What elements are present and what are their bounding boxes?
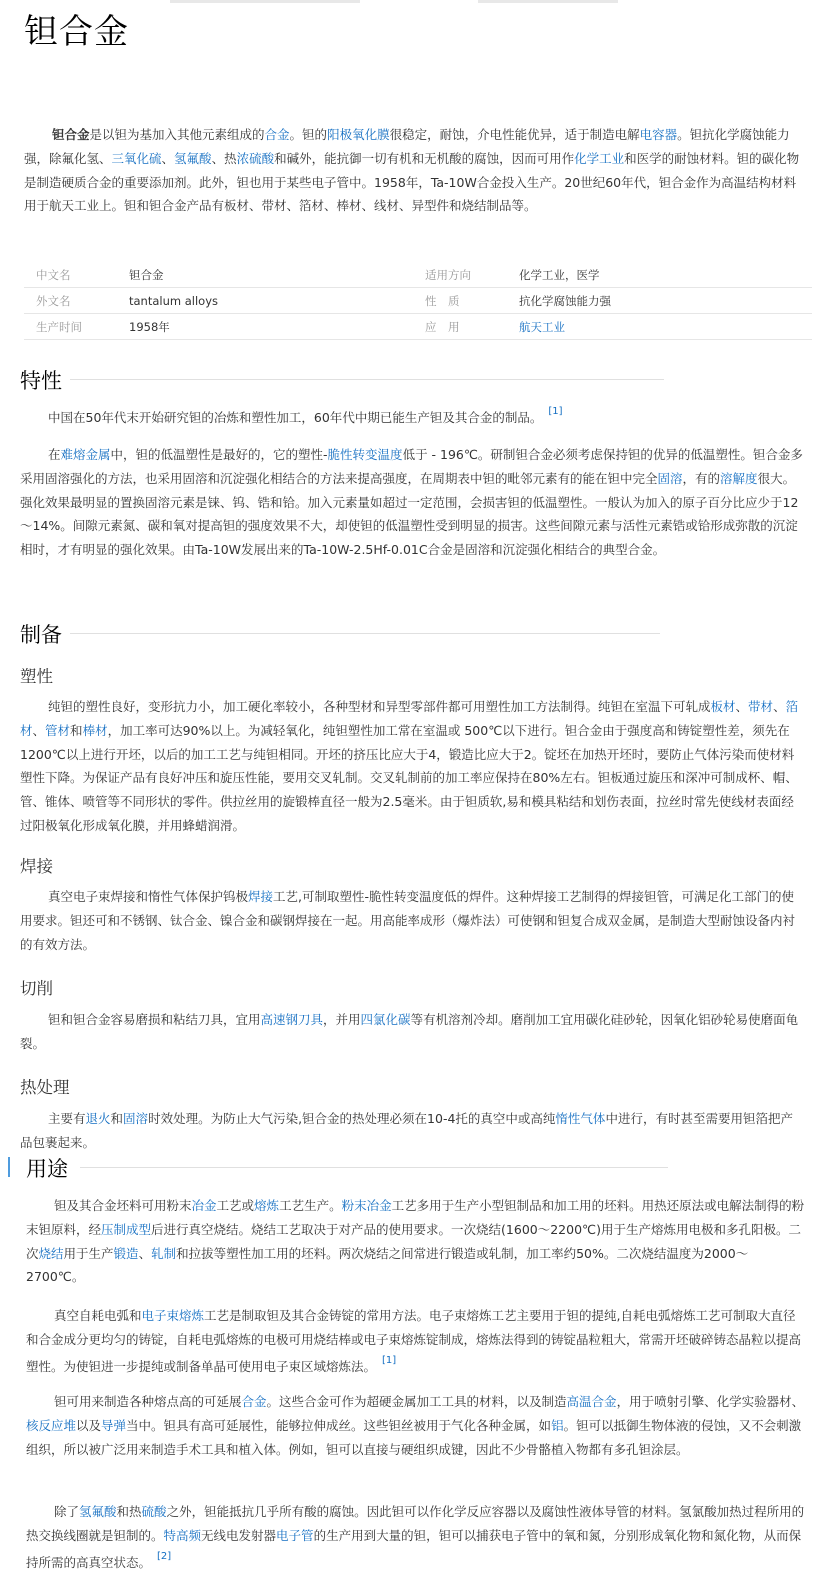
link-capacitor[interactable]: 电容器 bbox=[639, 127, 678, 142]
link-alloy-2[interactable]: 合金 bbox=[241, 1394, 267, 1409]
link-forging[interactable]: 锻造 bbox=[113, 1245, 139, 1261]
link-uhf[interactable]: 特高频 bbox=[163, 1527, 202, 1543]
uses-paragraph-4: 除了氢氟酸和热硫酸之外，钽能抵抗几乎所有酸的腐蚀。因此钽可以作化学反应容器以及腐蚀性液体导管的材料。氢氯酸加热过程所用的热交换线圈就是钽制的。特高频无线电发射器电子管的生产用到大量的钽，钽可以捕获电子管中的氧和氮，分别形成氧化物和氮化物，从而保持所需的高真空状态。 [2] bbox=[26, 1504, 805, 1570]
properties-paragraph-2: 在难熔金属中，钽的低温塑性是最好的，它的塑性-脆性转变温度低于 - 196℃。研制钽合金必须考虑保持钽的优异的低温塑性。钽合金多采用固溶强化的方法，也采用固溶和沉淀强化相结合的方法来提高强度，在周期表中钽的毗邻元素有的能在钽中完全固溶，有的溶解度很大。强化效果最明显的置换固溶元素是铼、钨、锆和铪。加入元素量如超过一定范围，会损害钽的低温塑性。一般认为加入的原子百分比应少于12～14%。间隙元素氮、碳和氧对提高钽的强度效果不大，却使钽的低温塑性受到明显的损害。这些间隙元素与活性元素锆或铪形成弥散的沉淀相时，才有明显的强化效果。由Ta-10W发展出来的Ta-10W-2.5Hf-0.01C合金是固溶和沉淀强化相结合的典型合金。 bbox=[20, 447, 803, 558]
link-so3[interactable]: 三氧化硫 bbox=[111, 150, 162, 166]
link-tube[interactable]: 管材 bbox=[45, 722, 71, 738]
infobox-key: 应 用 bbox=[425, 314, 519, 340]
link-chem-industry[interactable]: 化学工业 bbox=[574, 150, 625, 166]
infobox-value: tantalum alloys bbox=[129, 288, 425, 314]
infobox-row bbox=[24, 262, 812, 288]
link-sulfuric-acid[interactable]: 硫酸 bbox=[141, 1504, 167, 1519]
subheading-cutting: 切削 bbox=[20, 979, 53, 998]
link-strip[interactable]: 带材 bbox=[748, 699, 774, 714]
cutting-paragraph: 钽和钽合金容易磨损和粘结刀具，宜用高速钢刀具，并用四氯化碳等有机溶剂冷却。磨削加工宜用碳化硅砂轮，因氧化铝砂轮易使磨面龟裂。 bbox=[20, 1012, 799, 1051]
link-anodic-film[interactable]: 阳极氧化膜 bbox=[327, 127, 390, 142]
infobox-value: 抗化学腐蚀能力强 bbox=[519, 288, 812, 314]
intro-term: 钽合金 bbox=[52, 127, 90, 142]
link-missile[interactable]: 导弹 bbox=[101, 1417, 127, 1433]
infobox-row bbox=[24, 288, 812, 314]
link-h2so4[interactable]: 浓硫酸 bbox=[236, 150, 275, 166]
reference-1[interactable]: [1] bbox=[382, 1354, 397, 1366]
link-aluminum[interactable]: 铝 bbox=[551, 1417, 564, 1433]
link-solubility[interactable]: 溶解度 bbox=[720, 470, 758, 486]
infobox-table bbox=[24, 262, 812, 340]
link-powder-metallurgy[interactable]: 粉末冶金 bbox=[341, 1198, 392, 1213]
properties-paragraph-1: 中国在50年代末开始研究钽的冶炼和塑性加工，60年代中期已能生产钽及其合金的制品。 [1] bbox=[48, 406, 563, 426]
link-smelting[interactable]: 熔炼 bbox=[254, 1198, 280, 1213]
link-nuclear-reactor[interactable]: 核反应堆 bbox=[26, 1417, 77, 1433]
plasticity-paragraph: 纯钽的塑性良好，变形抗力小，加工硬化率较小，各种型材和异型零部件都可用塑性加工方法制得。纯钽在室温下可轧成板材、带材、箔材、管材和棒材，加工率可达90%以上。为减轻氧化，纯钽塑性加工常在室温或 500℃以下进行。钽合金由于强度高和铸锭塑性差，须先在1200℃以上进行开坯，以后的加工工艺与纯钽相同。开坯的挤压比应大于4，锻造比应大于2。锭坯在加热开坯时，要防止气体污染而使材料塑性下降。为保证产品有良好冲压和旋压性能，要用交叉轧制。交叉轧制前的加工率应保持在80%左右。钽板通过旋压和深冲可制成杯、帽、管、锥体、喷管等不同形状的零件。供拉丝用的旋锻棒直径一般为2.5毫米。由于钽质软,易和模具粘结和划伤表面，拉丝时常先使线材表面经过阳极氧化形成氧化膜，并用蜂蜡润滑。 bbox=[20, 699, 799, 833]
link-rod[interactable]: 棒材 bbox=[82, 722, 108, 738]
link-rolling[interactable]: 轧制 bbox=[151, 1245, 177, 1261]
section-divider bbox=[70, 633, 660, 634]
link-hss-tool[interactable]: 高速钢刀具 bbox=[260, 1012, 324, 1027]
top-strip-left bbox=[170, 0, 360, 3]
link-foil[interactable]: 箔材 bbox=[20, 699, 799, 738]
infobox-value: 钽合金 bbox=[129, 262, 425, 288]
link-inert-gas[interactable]: 惰性气体 bbox=[555, 1111, 606, 1126]
link-aerospace[interactable]: 航天工业 bbox=[519, 319, 565, 334]
intro-paragraph: 钽合金是以钽为基加入其他元素组成的合金。钽的阳极氧化膜很稳定，耐蚀，介电性能优异，适于制造电解电容器。钽抗化学腐蚀能力强，除氟化氢、三氧化硫、氢氟酸、热浓硫酸和碱外，能抗御一切有机和无机酸的腐蚀，因而可用作化学工业和医学的耐蚀材料。钽的碳化物是制造硬质合金的重要添加剂。此外，钽也用于某些电子管中。1958年，Ta-10W合金投入生产。20世纪60年代，钽合金作为高温结构材料用于航天工业上。钽和钽合金产品有板材、带材、箔材、棒材、线材、异型件和烧结制品等。 bbox=[24, 127, 800, 214]
welding-paragraph: 真空电子束焊接和惰性气体保护钨极焊接工艺,可制取塑性-脆性转变温度低的焊件。这种焊接工艺制得的焊接钽管，可满足化工部门的使用要求。钽还可和不锈钢、钛合金、镍合金和碳钢焊接在一起。用高能率成形（爆炸法）可使钢和钽复合成双金属，是制造大型耐蚀设备内衬的有效方法。 bbox=[20, 889, 796, 952]
infobox-row bbox=[24, 314, 812, 340]
link-press-forming[interactable]: 压制成型 bbox=[101, 1221, 152, 1237]
top-strip-right bbox=[478, 0, 618, 3]
infobox-key: 外文名 bbox=[24, 288, 129, 314]
link-solid-solution[interactable]: 固溶 bbox=[657, 470, 683, 486]
link-solid-solution-2[interactable]: 固溶 bbox=[123, 1111, 149, 1126]
link-hf[interactable]: 氢氟酸 bbox=[174, 150, 212, 166]
link-alloy[interactable]: 合金 bbox=[264, 127, 290, 142]
infobox-value: 1958年 bbox=[129, 314, 425, 340]
section-heading-properties: 特性 bbox=[20, 369, 62, 393]
infobox-key: 性 质 bbox=[425, 288, 519, 314]
section-marker bbox=[8, 1157, 10, 1177]
link-sintering[interactable]: 烧结 bbox=[38, 1245, 64, 1261]
link-electron-beam-melting[interactable]: 电子束熔炼 bbox=[141, 1308, 205, 1323]
section-divider bbox=[80, 1167, 668, 1168]
uses-paragraph-2: 真空自耗电弧和电子束熔炼工艺是制取钽及其合金铸锭的常用方法。电子束熔炼工艺主要用于钽的提纯,自耗电弧熔炼工艺可制取大直径和合金成分更均匀的铸锭，自耗电弧熔炼的电极可用烧结棒或电子束熔炼锭制成，熔炼法得到的铸锭晶粒粗大，常需开坯破碎铸态晶粒以提高塑性。为使钽进一步提纯或制备单晶可使用电子束区域熔炼法。 [1] bbox=[26, 1308, 802, 1374]
link-ccl4[interactable]: 四氯化碳 bbox=[360, 1012, 411, 1027]
link-superalloy[interactable]: 高温合金 bbox=[566, 1394, 617, 1409]
subheading-heat-treatment: 热处理 bbox=[20, 1078, 70, 1097]
uses-paragraph-1: 钽及其合金坯料可用粉末冶金工艺或熔炼工艺生产。粉末冶金工艺多用于生产小型钽制品和加工用的坯料。用热还原法或电解法制得的粉末钽原料，经压制成型后进行真空烧结。烧结工艺取决于对产品的使用要求。一次烧结(1600～2200℃)用于生产熔炼用电极和多孔阳极。二次烧结用于生产锻造、轧制和拉拔等塑性加工用的坯料。两次烧结之间常进行锻造或轧制，加工率约50%。二次烧结温度为2000～2700℃。 bbox=[26, 1198, 805, 1285]
page-title: 钽合金 bbox=[24, 12, 129, 52]
infobox-key: 生产时间 bbox=[24, 314, 129, 340]
section-divider bbox=[70, 379, 664, 380]
subheading-welding: 焊接 bbox=[20, 857, 53, 876]
link-dbtt[interactable]: 脆性转变温度 bbox=[327, 447, 403, 462]
infobox-key: 适用方向 bbox=[425, 262, 519, 288]
link-plate[interactable]: 板材 bbox=[710, 699, 736, 714]
infobox-key: 中文名 bbox=[24, 262, 129, 288]
link-metallurgy[interactable]: 冶金 bbox=[191, 1198, 217, 1213]
link-vacuum-tube[interactable]: 电子管 bbox=[276, 1527, 314, 1543]
link-welding[interactable]: 焊接 bbox=[248, 889, 274, 904]
link-hydrofluoric-acid[interactable]: 氢氟酸 bbox=[79, 1504, 117, 1519]
subheading-plasticity: 塑性 bbox=[20, 667, 53, 686]
reference-2[interactable]: [2] bbox=[157, 1550, 172, 1562]
link-annealing[interactable]: 退火 bbox=[85, 1111, 111, 1126]
reference-1[interactable]: [1] bbox=[548, 406, 563, 417]
infobox-value: 化学工业，医学 bbox=[519, 262, 812, 288]
section-heading-preparation: 制备 bbox=[20, 623, 62, 647]
section-heading-uses: 用途 bbox=[26, 1153, 74, 1183]
link-refractory-metal[interactable]: 难熔金属 bbox=[60, 447, 111, 462]
heat-treatment-paragraph: 主要有退火和固溶时效处理。为防止大气污染,钽合金的热处理必须在10-4托的真空中或高纯惰性气体中进行，有时甚至需要用钽箔把产品包裹起来。 bbox=[20, 1111, 793, 1150]
uses-paragraph-3: 钽可用来制造各种熔点高的可延展合金。这些合金可作为超硬金属加工工具的材料，以及制造高温合金，用于喷射引擎、化学实验器材、核反应堆以及导弹当中。钽具有高可延展性，能够拉伸成丝。这些钽丝被用于气化各种金属，如铝。钽可以抵御生物体液的侵蚀，又不会刺激组织，所以被广泛用来制造手术工具和植入体。例如，钽可以直接与硬组织成键，因此不少骨骼植入物都有多孔钽涂层。 bbox=[26, 1394, 805, 1457]
